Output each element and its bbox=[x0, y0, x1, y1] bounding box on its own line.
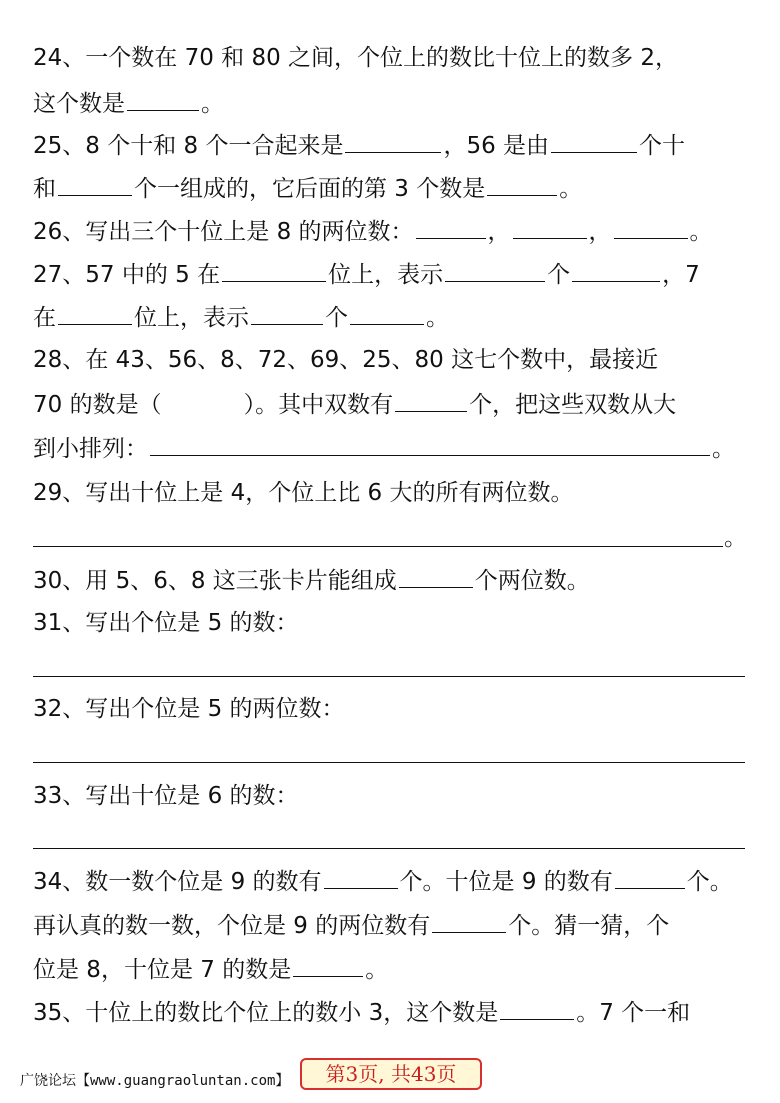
q34-text-b: 个。十位是 9 的数有 bbox=[399, 869, 613, 895]
q25-blank-1[interactable] bbox=[345, 130, 441, 153]
page-number-badge: 第3页, 共43页 bbox=[300, 1058, 482, 1090]
q30-blank[interactable] bbox=[399, 565, 473, 588]
q34-text-a: 34、数一数个位是 9 的数有 bbox=[33, 869, 322, 895]
q34-text-f: 位是 8，十位是 7 的数是 bbox=[33, 957, 292, 983]
q25-blank-2[interactable] bbox=[551, 130, 637, 153]
q32-answer-line[interactable] bbox=[33, 762, 745, 763]
q34-text-e: 个。猜一猜，个 bbox=[508, 913, 670, 939]
q34-blank-3[interactable] bbox=[432, 910, 506, 933]
question-34-line-3 bbox=[33, 954, 750, 985]
q25-text-b: ，56 是由 bbox=[443, 133, 550, 159]
q27-text-g: 个 bbox=[325, 305, 348, 331]
q35-text-b: 。7 个一和 bbox=[576, 1000, 691, 1026]
q27-blank-3[interactable] bbox=[572, 259, 660, 282]
q26-blank-1[interactable] bbox=[416, 216, 486, 239]
question-25-line-2 bbox=[33, 173, 750, 204]
q27-blank-6[interactable] bbox=[350, 302, 424, 325]
q24-text-a: 这个数是 bbox=[33, 91, 125, 117]
question-25-line-1 bbox=[33, 130, 750, 161]
q31-answer-line[interactable] bbox=[33, 676, 745, 677]
q30-text-b: 个两位数。 bbox=[474, 568, 590, 594]
footer-site-link[interactable]: 广饶论坛【www.guangraoluntan.com】 bbox=[20, 1073, 290, 1089]
q24-text-b: 。 bbox=[201, 91, 224, 117]
question-29: 29、写出十位上是 4，个位上比 6 大的所有两位数。 bbox=[33, 480, 574, 506]
question-32: 32、写出个位是 5 的两位数： bbox=[33, 696, 345, 722]
q25-blank-4[interactable] bbox=[487, 173, 557, 196]
q29-end: 。 bbox=[724, 525, 747, 551]
q26-sep-2: ， bbox=[588, 219, 612, 245]
q25-blank-3[interactable] bbox=[58, 173, 132, 196]
q27-text-f: 位上，表示 bbox=[134, 305, 249, 331]
question-27-line-2 bbox=[33, 302, 750, 333]
question-31: 31、写出个位是 5 的数： bbox=[33, 610, 299, 636]
q34-blank-2[interactable] bbox=[615, 866, 685, 889]
question-28-line-1: 28、在 43、56、8、72、69、25、80 这七个数中，最接近 bbox=[33, 347, 659, 373]
question-34-line-1 bbox=[33, 866, 750, 897]
q27-text-a: 27、57 中的 5 在 bbox=[33, 262, 221, 288]
q28-blank-1[interactable] bbox=[395, 389, 467, 412]
q26-blank-2[interactable] bbox=[513, 216, 587, 239]
question-34-line-2 bbox=[33, 910, 750, 941]
q27-blank-5[interactable] bbox=[251, 302, 323, 325]
q34-blank-4[interactable] bbox=[293, 954, 363, 977]
q27-blank-2[interactable] bbox=[445, 259, 545, 282]
q34-blank-1[interactable] bbox=[324, 866, 398, 889]
question-30 bbox=[33, 565, 750, 596]
q27-blank-1[interactable] bbox=[222, 259, 326, 282]
q25-text-d: 和 bbox=[33, 176, 56, 202]
q25-text-a: 25、8 个十和 8 个一合起来是 bbox=[33, 133, 344, 159]
q33-answer-line[interactable] bbox=[33, 848, 745, 849]
q27-text-e: 在 bbox=[33, 305, 56, 331]
question-33: 33、写出十位是 6 的数： bbox=[33, 783, 299, 809]
question-27-line-1 bbox=[33, 259, 750, 290]
question-35 bbox=[33, 997, 750, 1028]
q25-text-c: 个十 bbox=[639, 133, 686, 159]
q26-text-a: 26、写出三个十位上是 8 的两位数： bbox=[33, 219, 414, 245]
q28-text-b: ）。其中双数有 bbox=[243, 392, 394, 418]
question-24-line-1: 24、一个数在 70 和 80 之间，个位上的数比十位上的数多 2， bbox=[33, 45, 678, 71]
q28-text-d: 到小排列： bbox=[33, 436, 148, 462]
q26-end: 。 bbox=[689, 219, 713, 245]
q26-sep-1: ， bbox=[487, 219, 511, 245]
q35-text-a: 35、十位上的数比个位上的数小 3，这个数是 bbox=[33, 1000, 499, 1026]
q28-text-a: 70 的数是（ bbox=[33, 392, 162, 418]
q26-blank-3[interactable] bbox=[614, 216, 688, 239]
q25-text-e: 个一组成的，它后面的第 3 个数是 bbox=[134, 176, 486, 202]
q27-text-c: 个 bbox=[547, 262, 571, 288]
question-28-line-2 bbox=[33, 389, 750, 420]
q24-answer-blank[interactable] bbox=[127, 88, 199, 111]
q30-text-a: 30、用 5、6、8 这三张卡片能组成 bbox=[33, 568, 397, 594]
q34-text-g: 。 bbox=[365, 957, 389, 983]
q35-blank[interactable] bbox=[500, 997, 574, 1020]
q25-text-f: 。 bbox=[559, 176, 583, 202]
q27-text-h: 。 bbox=[426, 305, 449, 331]
question-26 bbox=[33, 216, 750, 247]
q34-text-c: 个。 bbox=[686, 869, 733, 895]
q27-text-b: 位上，表示 bbox=[328, 262, 444, 288]
q28-blank-2[interactable] bbox=[150, 433, 710, 456]
q27-text-d: ，7 bbox=[662, 262, 700, 288]
question-28-line-3 bbox=[33, 433, 750, 464]
q34-text-d: 再认真的数一数，个位是 9 的两位数有 bbox=[33, 913, 431, 939]
q28-text-c: 个，把这些双数从大 bbox=[469, 392, 677, 418]
q27-blank-4[interactable] bbox=[58, 302, 132, 325]
question-24-line-2 bbox=[33, 88, 750, 119]
q29-answer-line[interactable] bbox=[33, 546, 723, 547]
q28-text-e: 。 bbox=[712, 436, 735, 462]
